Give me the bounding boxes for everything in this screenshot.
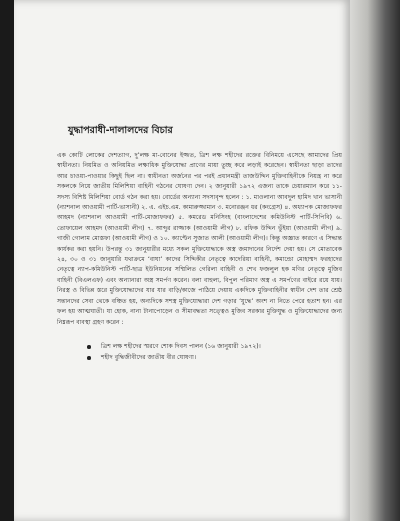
scan-left-edge: [0, 0, 14, 521]
body-paragraph: এক কোটি লোকের দেশত্যাগ, দু’লক্ষ মা-বোনের ইজ্জত, ত্রিশ লক্ষ শহীদের রক্তের বিনিময়ে এসেছে আমাদের প্রিয় স্বাধীনতা। নিয়মিত ও অনিয়মিত লক্ষাধিক মুক্তিযোদ্ধা প্রাণের মায়া তুচ্ছ করে লড়াই করেছেন। স্বাধীনতা ছাড়া তাদের আর চাওয়া-পাওয়ার কিছুই ছিল না। স্বাধীনতা অর্জনের পর পরই প্রধানমন্ত্রী তাজউদ্দিন মুক্তিবাহিনীকে নিয়ন্ত্র না করে সকলকে নিয়ে জাতীয় মিলিশিয়া বাহিনী গঠনের ঘোষণা দেন। ২ জানুয়ারী ১৯৭২ এজন্য তাকে চেয়ারম্যান করে ১১-সদস্য বিশিষ্ট মিলিশিয়া বোর্ড গঠন করা হয়। বোর্ডের অন্যান্য সদস্যবৃন্দ হলেন : ১. মাওলানা আবদুল হামিদ খান ভাসানী (ন্যাশনাল আওয়ামী পার্টি-ভাসানী) ২. এ. এইচ.এম. কামারুজ্জামান ৩. মনোরঞ্জন ধর (কংগ্রেস) ৪. অধ্যাপক মোজাফফর আহমদ (ন্যাশনাল আওয়ামী পার্টি-মোজাফফর) ৫. কমরেড মনিসিংহ (বাংলাদেশের কমিউনিস্ট পার্টি-সিপিবি) ৬. তোফায়েল আহমদ (আওয়ামী লীগ) ৭. আব্দুর রাজ্জাক (আওয়ামী লীগ) ৮. রফিক উদ্দিন ভুঁইয়া (আওয়ামী লীগ) ৯. গাজী গোলাম মোস্তফা (আওয়ামী লীগ) ও ১০. ক্যাপ্টেন সুজাত আলী (আওয়ামী লীগ)। কিন্তু অজ্ঞাত কারণে এ সিদ্ধান্ত কার্যকর করা হয়নি। উপরন্তু ৩১ জানুয়ারীর মধ্যে সকল মুক্তিযোদ্ধাকে অস্ত্র জমাদানের নির্দেশ দেয়া হয়। সে মোতাবেক ২৪, ৩০ ও ৩১ জানুয়ারি যথাক্রমে ‘বাঘা’ কাদের সিদ্দিকীর নেতৃত্বে কাদেরিয়া বাহিনী, কমান্ডো মোহাম্মদ ফরহাদের নেতৃত্বে ন্যাপ-কমিউনিস্ট পার্টি-ছাত্র ইউনিয়নের সম্মিলিত গেরিলা বাহিনী ও শেখ ফজলুল হক মণির নেতৃত্বে মুজিব বাহিনী (বিএলএফ) এবং অন্যান্যরা অস্ত্র সমর্পণ করেন। বলা বাহুল্য, বিপুল পরিমাণ অস্ত্র এ সমর্পণের বাইরে রয়ে যায়। নিরস্ত্র ও বিভিন্ন স্তরে মুক্তিযোদ্ধাদের যার যার বাড়ি/কাজে পাঠিয়ে দেয়ায় একদিকে মুক্তিবাহিনীর স্বাধীন দেশ তার শ্রেষ্ঠ সন্তানদের সেবা থেকে বঞ্চিত হয়, অন্যদিকে সশস্ত্র মুক্তিযোদ্ধারা দেশ গড়ার ‘যুদ্ধে’ অংশ না নিতে পেরে হতাশ হন। এর ফল হয় আত্মঘাতী। যা হোক, নানা টানাপোড়েন ও সীমাবদ্ধতা সত্ত্বেও মুজিব সরকার মুক্তিযুদ্ধ ও মুক্তিযোদ্ধাদের জন্য নিম্নরূপ ব্যবস্থা গ্রহণ করেন :: [57, 152, 342, 326]
page-content: [57, 114, 342, 363]
book-page: [14, 0, 350, 521]
bullet-icon: [87, 356, 91, 360]
bullet-item: [87, 342, 342, 353]
bullet-icon: [87, 345, 91, 349]
bullet-item: [87, 353, 342, 364]
bullet-text: ত্রিশ লক্ষ শহীদের স্মরণে শোক দিবস পালন (১৬ জানুয়ারী ১৯৭২)।: [101, 342, 261, 350]
scan-right-edge: [350, 0, 400, 521]
bullet-text: শহীদ বুদ্ধিজীবীদের জাতীয় বীর ঘোষণা।: [101, 353, 197, 361]
section-title: যুদ্ধাপরাধী-দালালদের বিচার: [68, 125, 173, 136]
bullet-list: [57, 342, 342, 363]
